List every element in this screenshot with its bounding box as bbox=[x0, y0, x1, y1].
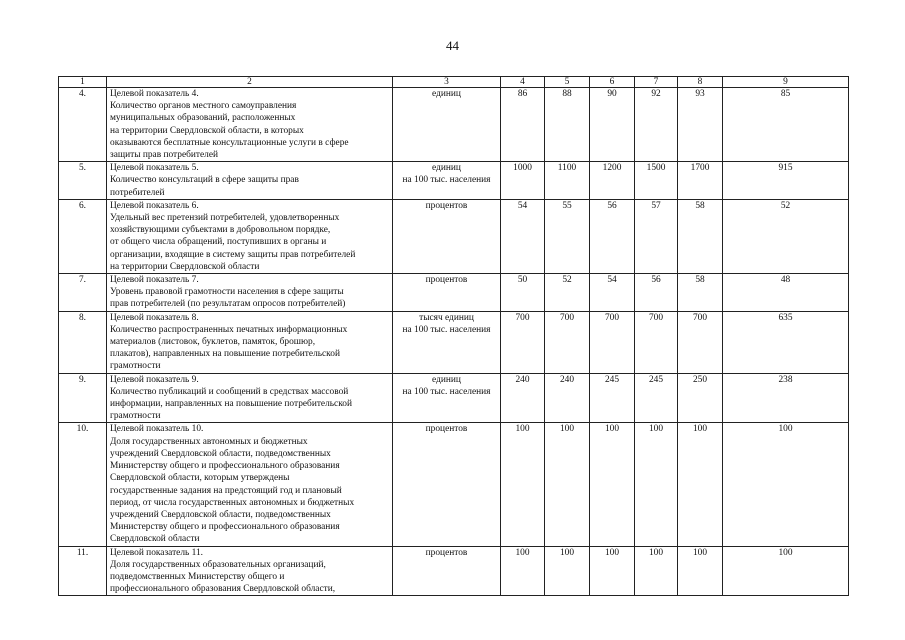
value-cell-8: 100 bbox=[678, 423, 723, 546]
row-number: 8. bbox=[59, 311, 107, 373]
value-cell-7: 56 bbox=[635, 274, 678, 312]
value-cell-5: 240 bbox=[545, 373, 590, 423]
header-cell: 9 bbox=[723, 77, 849, 88]
header-cell: 1 bbox=[59, 77, 107, 88]
value-cell-7: 700 bbox=[635, 311, 678, 373]
value-cell-4: 700 bbox=[501, 311, 545, 373]
unit-of-measure: процентов bbox=[393, 199, 501, 273]
value-cell-7: 100 bbox=[635, 546, 678, 596]
value-cell-6: 54 bbox=[590, 274, 635, 312]
unit-of-measure: процентов bbox=[393, 423, 501, 546]
value-cell-7: 245 bbox=[635, 373, 678, 423]
value-cell-7: 100 bbox=[635, 423, 678, 546]
table-row bbox=[59, 311, 849, 373]
row-number: 4. bbox=[59, 88, 107, 162]
value-cell-5: 100 bbox=[545, 546, 590, 596]
value-cell-6: 700 bbox=[590, 311, 635, 373]
indicator-description: Целевой показатель 5. Количество консультаций в сфере защиты прав потребителей bbox=[107, 162, 393, 200]
header-cell: 8 bbox=[678, 77, 723, 88]
table-row bbox=[59, 199, 849, 273]
value-cell-9: 915 bbox=[723, 162, 849, 200]
indicator-description: Целевой показатель 9. Количество публикаций и сообщений в средствах массовой информации, направленных на повышение потребительской грамотности bbox=[107, 373, 393, 423]
table-header-row bbox=[59, 77, 849, 88]
value-cell-5: 52 bbox=[545, 274, 590, 312]
value-cell-9: 85 bbox=[723, 88, 849, 162]
value-cell-9: 238 bbox=[723, 373, 849, 423]
unit-of-measure: единиц на 100 тыс. населения bbox=[393, 373, 501, 423]
value-cell-4: 54 bbox=[501, 199, 545, 273]
value-cell-4: 100 bbox=[501, 546, 545, 596]
value-cell-7: 92 bbox=[635, 88, 678, 162]
value-cell-8: 250 bbox=[678, 373, 723, 423]
value-cell-6: 100 bbox=[590, 546, 635, 596]
value-cell-5: 100 bbox=[545, 423, 590, 546]
indicator-description: Целевой показатель 6. Удельный вес претензий потребителей, удовлетворенных хозяйствующими субъектами в добровольном порядке, от общего числа обращений, поступивших в органы и организации, входящие в систему защиты прав потребителей на территории Свердловской области bbox=[107, 199, 393, 273]
value-cell-9: 100 bbox=[723, 423, 849, 546]
value-cell-6: 100 bbox=[590, 423, 635, 546]
table-row bbox=[59, 373, 849, 423]
indicator-description: Целевой показатель 4. Количество органов местного самоуправления муниципальных образований, расположенных на территории Свердловской области, в которых оказываются бесплатные консультационные услуги в сфере защиты прав потребителей bbox=[107, 88, 393, 162]
row-number: 7. bbox=[59, 274, 107, 312]
value-cell-4: 86 bbox=[501, 88, 545, 162]
table-row bbox=[59, 162, 849, 200]
value-cell-8: 58 bbox=[678, 199, 723, 273]
unit-of-measure: тысяч единиц на 100 тыс. населения bbox=[393, 311, 501, 373]
value-cell-4: 50 bbox=[501, 274, 545, 312]
row-number: 5. bbox=[59, 162, 107, 200]
row-number: 9. bbox=[59, 373, 107, 423]
value-cell-9: 48 bbox=[723, 274, 849, 312]
value-cell-8: 100 bbox=[678, 546, 723, 596]
table-row bbox=[59, 274, 849, 312]
row-number: 11. bbox=[59, 546, 107, 596]
indicator-description: Целевой показатель 11. Доля государственных образовательных организаций, подведомственных Министерству общего и профессионального образования Свердловской области, bbox=[107, 546, 393, 596]
unit-of-measure: единиц bbox=[393, 88, 501, 162]
value-cell-4: 240 bbox=[501, 373, 545, 423]
value-cell-9: 52 bbox=[723, 199, 849, 273]
header-cell: 5 bbox=[545, 77, 590, 88]
value-cell-8: 93 bbox=[678, 88, 723, 162]
indicators-table bbox=[58, 76, 849, 596]
indicator-description: Целевой показатель 7. Уровень правовой грамотности населения в сфере защиты прав потребителей (по результатам опросов потребителей) bbox=[107, 274, 393, 312]
value-cell-6: 1200 bbox=[590, 162, 635, 200]
unit-of-measure: процентов bbox=[393, 274, 501, 312]
table-row bbox=[59, 423, 849, 546]
row-number: 10. bbox=[59, 423, 107, 546]
indicator-description: Целевой показатель 10. Доля государственных автономных и бюджетных учреждений Свердловской области, подведомственных Министерству общего и профессионального образования Свердловской области, которым утверждены государственные задания на предстоящий год и плановый период, от числа государственных автономных и бюджетных учреждений Свердловской области, подведомственных Министерству общего и профессионального образования Свердловской области bbox=[107, 423, 393, 546]
value-cell-7: 57 bbox=[635, 199, 678, 273]
value-cell-5: 700 bbox=[545, 311, 590, 373]
value-cell-6: 90 bbox=[590, 88, 635, 162]
value-cell-4: 1000 bbox=[501, 162, 545, 200]
value-cell-4: 100 bbox=[501, 423, 545, 546]
value-cell-8: 700 bbox=[678, 311, 723, 373]
unit-of-measure: единиц на 100 тыс. населения bbox=[393, 162, 501, 200]
header-cell: 4 bbox=[501, 77, 545, 88]
value-cell-9: 635 bbox=[723, 311, 849, 373]
value-cell-5: 55 bbox=[545, 199, 590, 273]
table-row bbox=[59, 546, 849, 596]
value-cell-8: 1700 bbox=[678, 162, 723, 200]
value-cell-8: 58 bbox=[678, 274, 723, 312]
table-row bbox=[59, 88, 849, 162]
value-cell-7: 1500 bbox=[635, 162, 678, 200]
value-cell-6: 245 bbox=[590, 373, 635, 423]
header-cell: 3 bbox=[393, 77, 501, 88]
unit-of-measure: процентов bbox=[393, 546, 501, 596]
page-number: 44 bbox=[446, 38, 459, 53]
header-cell: 7 bbox=[635, 77, 678, 88]
value-cell-5: 1100 bbox=[545, 162, 590, 200]
value-cell-5: 88 bbox=[545, 88, 590, 162]
value-cell-9: 100 bbox=[723, 546, 849, 596]
indicator-description: Целевой показатель 8. Количество распространенных печатных информационных материалов (листовок, буклетов, памяток, брошюр, плакатов), направленных на повышение потребительской грамотности bbox=[107, 311, 393, 373]
header-cell: 6 bbox=[590, 77, 635, 88]
row-number: 6. bbox=[59, 199, 107, 273]
header-cell: 2 bbox=[107, 77, 393, 88]
value-cell-6: 56 bbox=[590, 199, 635, 273]
